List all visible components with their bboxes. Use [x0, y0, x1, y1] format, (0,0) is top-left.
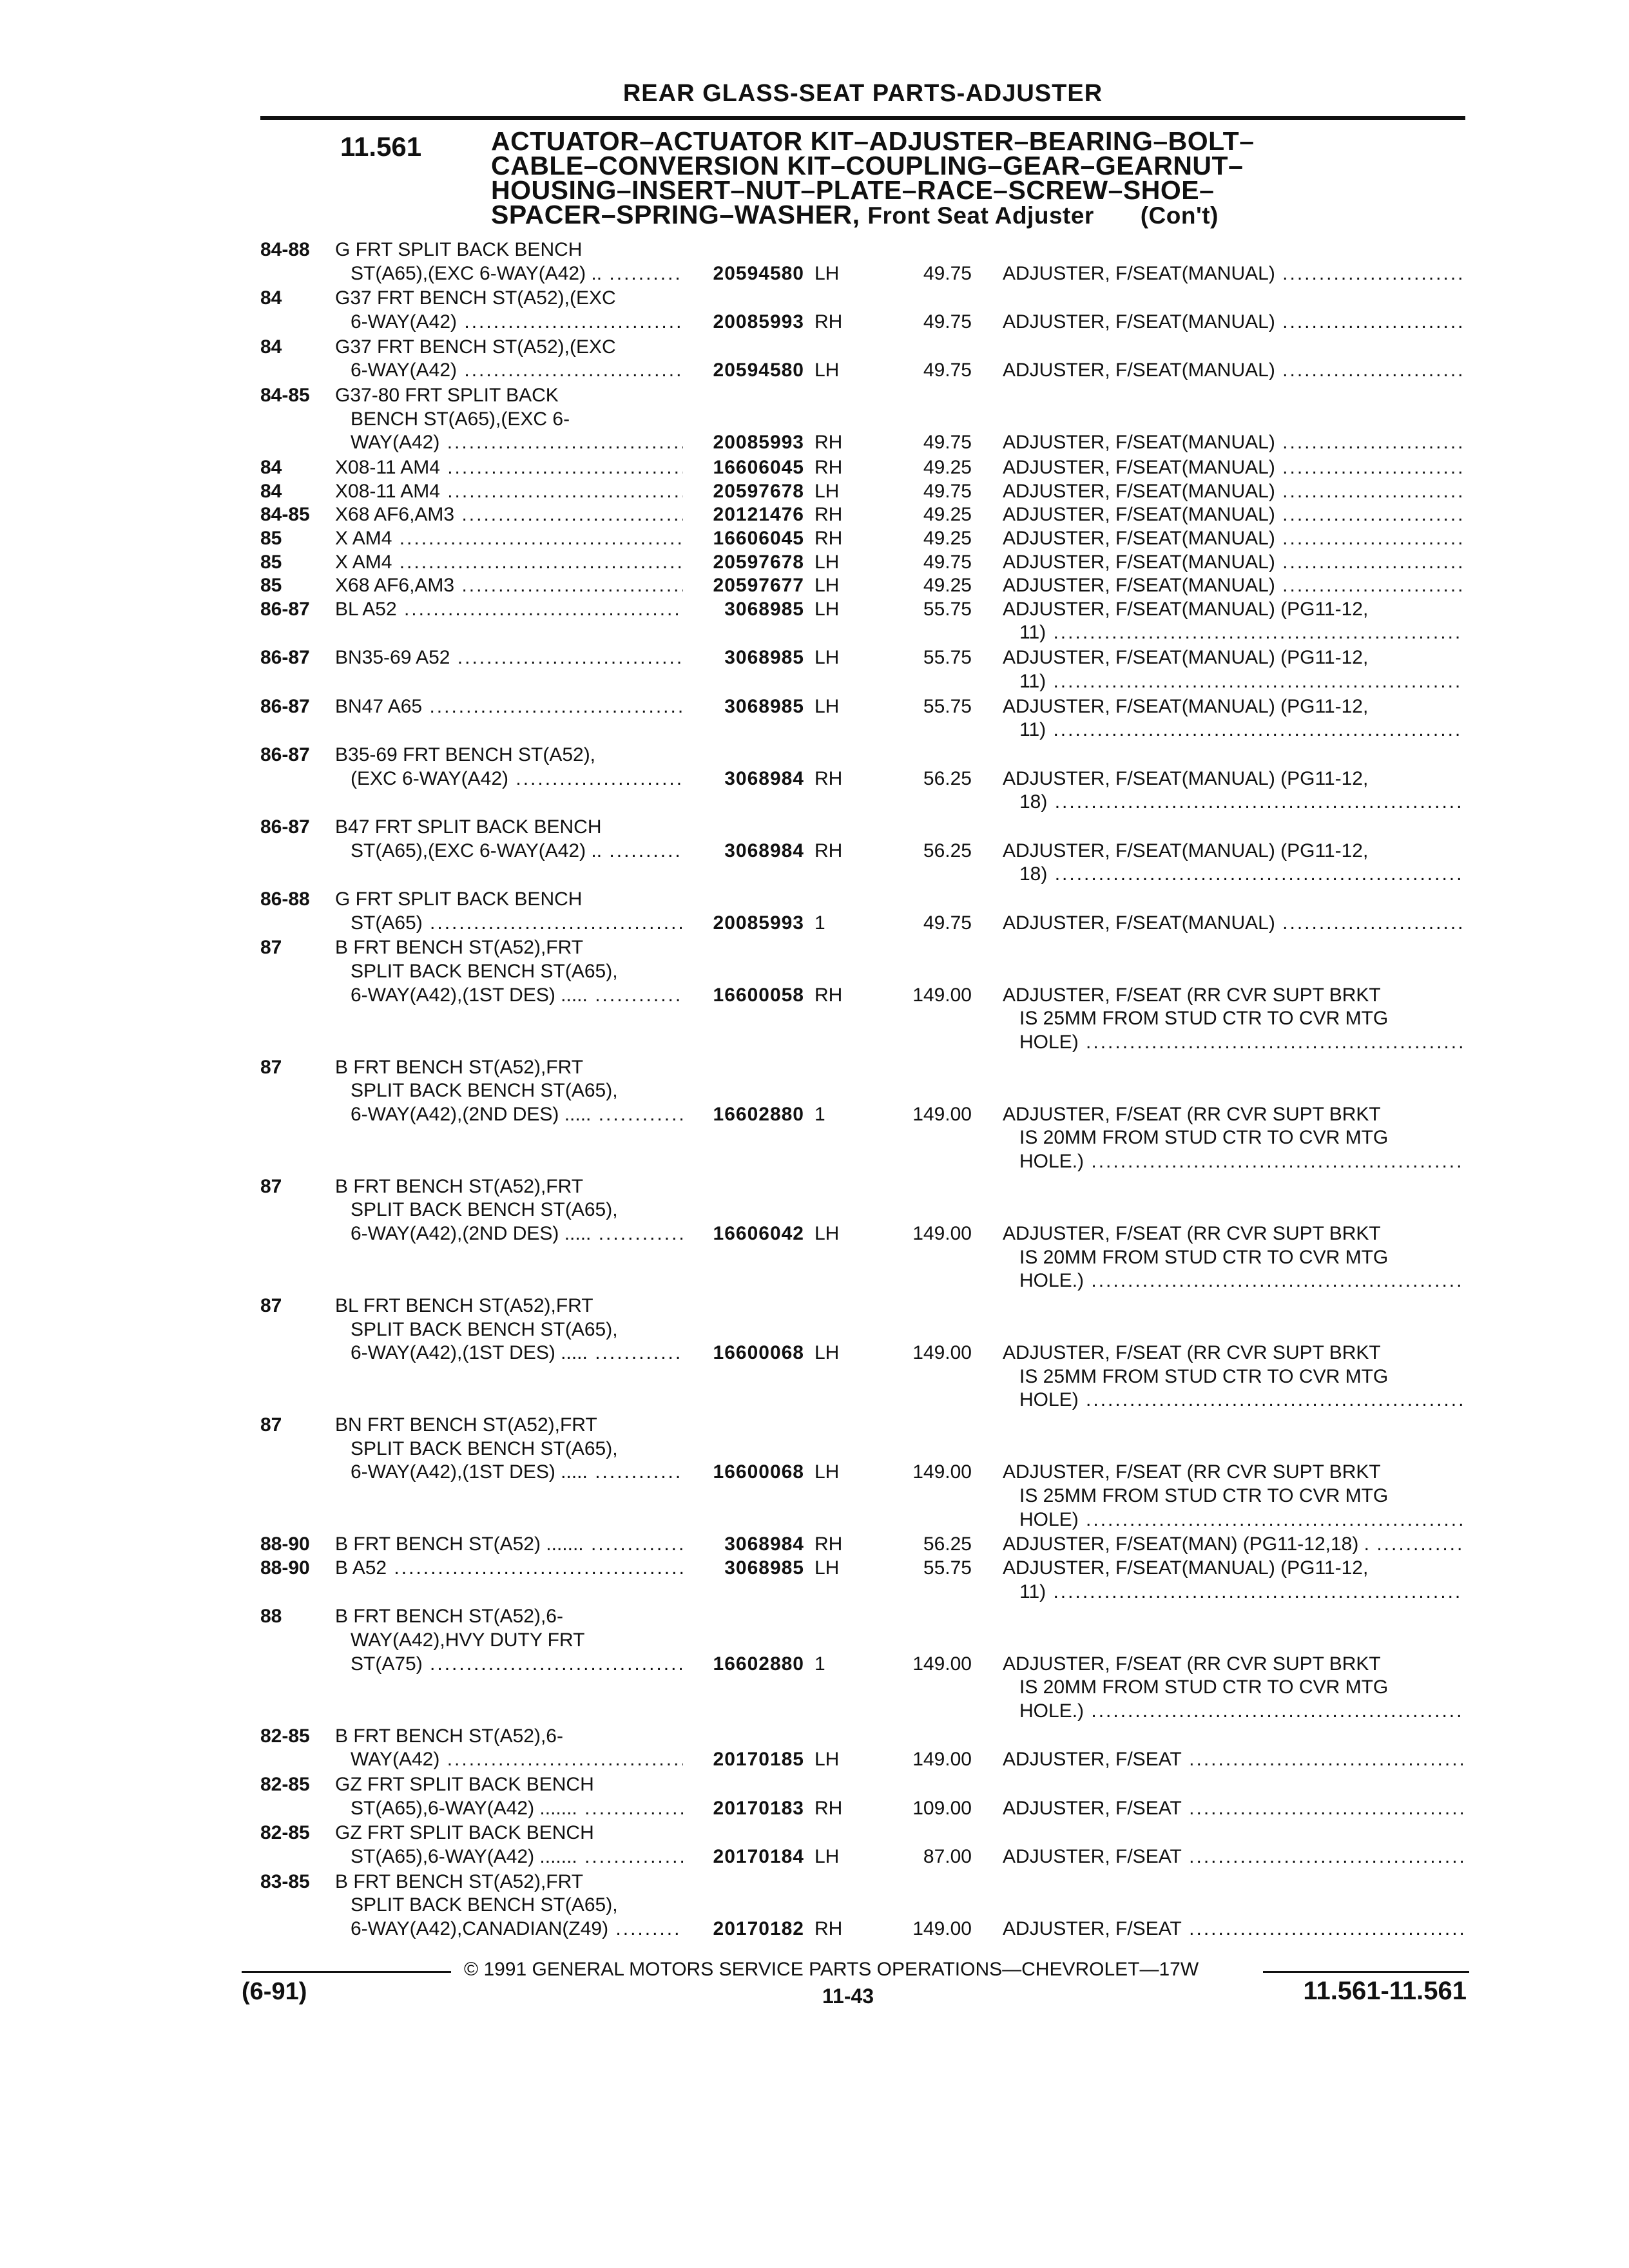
quantity-side: RH	[815, 767, 843, 789]
model-year: 84	[260, 336, 282, 358]
application-description	[335, 503, 683, 527]
application-description	[335, 456, 683, 480]
model-year: 85	[260, 551, 282, 573]
part-name-line: ADJUSTER, F/SEAT(MANUAL) .....	[1003, 574, 1463, 598]
model-year: 88	[260, 1606, 282, 1628]
model-year: 85	[260, 528, 282, 549]
quantity-side: RH	[815, 432, 843, 454]
description-line: GZ FRT SPLIT BACK BENCH	[335, 1774, 594, 1795]
description-line: 6-WAY(A42),(1ST DES) ..... .....	[335, 984, 683, 1008]
part-name-line: HOLE.) .....	[1003, 1150, 1463, 1174]
price: 49.75	[923, 432, 972, 454]
application-description	[335, 1414, 683, 1485]
application-description	[335, 1821, 683, 1869]
description-line: SPLIT BACK BENCH ST(A65),	[351, 1080, 618, 1102]
part-name	[1003, 598, 1463, 645]
description-line: SPLIT BACK BENCH ST(A65),	[351, 1894, 618, 1916]
part-number: 16602880	[713, 1653, 804, 1675]
quantity-side: LH	[815, 1845, 840, 1867]
part-name-line: IS 25MM FROM STUD CTR TO CVR MTG	[1019, 1008, 1389, 1030]
part-name-line: HOLE) .....	[1003, 1508, 1463, 1532]
model-year: 85	[260, 575, 282, 597]
description-line: (EXC 6-WAY(A42) .....	[335, 767, 683, 791]
part-name-line: ADJUSTER, F/SEAT (RR CVR SUPT BRKT	[1003, 1222, 1381, 1244]
description-line: ST(A65),(EXC 6-WAY(A42) .. .....	[335, 262, 683, 286]
price: 55.75	[923, 695, 972, 717]
price: 149.00	[912, 1222, 972, 1244]
part-name-line: ADJUSTER, F/SEAT (RR CVR SUPT BRKT	[1003, 984, 1381, 1006]
application-description	[335, 551, 683, 575]
section-title	[491, 126, 1329, 229]
part-number: 3068984	[724, 840, 804, 861]
part-name	[1003, 695, 1463, 742]
quantity-side: LH	[815, 262, 840, 284]
description-line: X08-11 AM4 .....	[335, 456, 683, 480]
model-year: 83-85	[260, 1870, 310, 1892]
part-name	[1003, 262, 1463, 286]
price: 87.00	[923, 1845, 972, 1867]
part-number: 20597677	[713, 575, 804, 597]
part-number: 3068984	[724, 767, 804, 789]
quantity-side: LH	[815, 360, 840, 381]
price: 49.75	[923, 912, 972, 934]
part-name	[1003, 503, 1463, 527]
part-number: 20170184	[713, 1845, 804, 1867]
part-name-line: HOLE.) .....	[1003, 1269, 1463, 1293]
part-name	[1003, 1748, 1463, 1772]
part-number: 3068985	[724, 1557, 804, 1579]
part-name-line: 11) .....	[1003, 718, 1463, 742]
description-line: 6-WAY(A42),(2ND DES) ..... .....	[335, 1103, 683, 1127]
model-year: 84	[260, 480, 282, 502]
price: 49.25	[923, 575, 972, 597]
quantity-side: RH	[815, 840, 843, 861]
description-line: ST(A65),(EXC 6-WAY(A42) .. .....	[335, 840, 683, 863]
application-description	[335, 1773, 683, 1820]
part-name-line: 18) .....	[1003, 863, 1463, 887]
quantity-side: RH	[815, 1797, 843, 1819]
application-description	[335, 1056, 683, 1127]
application-description	[335, 646, 683, 670]
part-number: 20170185	[713, 1749, 804, 1771]
application-description	[335, 527, 683, 551]
quantity-side: RH	[815, 504, 843, 526]
part-number: 20597678	[713, 480, 804, 502]
application-description	[335, 816, 683, 863]
price: 56.25	[923, 1533, 972, 1555]
quantity-side: LH	[815, 480, 840, 502]
description-line: 6-WAY(A42) .....	[335, 359, 683, 383]
part-name	[1003, 431, 1463, 455]
description-line: 6-WAY(A42),(1ST DES) ..... .....	[335, 1341, 683, 1365]
part-number: 16600068	[713, 1461, 804, 1483]
part-name-line: 18) .....	[1003, 791, 1463, 814]
quantity-side: 1	[815, 912, 825, 934]
quantity-side: LH	[815, 695, 840, 717]
description-line: BN FRT BENCH ST(A52),FRT	[335, 1414, 597, 1436]
application-description	[335, 1725, 683, 1772]
part-name	[1003, 551, 1463, 575]
quantity-side: RH	[815, 311, 843, 332]
description-line: X08-11 AM4 .....	[335, 480, 683, 504]
price: 109.00	[912, 1797, 972, 1819]
model-year: 88-90	[260, 1557, 310, 1579]
part-name-line: ADJUSTER, F/SEAT(MANUAL) .....	[1003, 527, 1463, 551]
application-description	[335, 1175, 683, 1246]
part-name-line: ADJUSTER, F/SEAT(MANUAL) .....	[1003, 311, 1463, 334]
part-number: 16600058	[713, 984, 804, 1006]
description-line: B FRT BENCH ST(A52),FRT	[335, 1056, 584, 1078]
part-name-line: HOLE) .....	[1003, 1389, 1463, 1412]
section-range: 11.561-11.561	[1303, 1977, 1467, 2005]
model-year: 86-87	[260, 695, 310, 717]
part-number: 20597678	[713, 551, 804, 573]
model-year: 88-90	[260, 1533, 310, 1555]
description-line: 6-WAY(A42),CANADIAN(Z49) .....	[335, 1917, 683, 1941]
part-name-line: ADJUSTER, F/SEAT .....	[1003, 1797, 1463, 1821]
section-continued: (Con't)	[1140, 202, 1219, 229]
model-year: 84-85	[260, 504, 310, 526]
part-number: 3068984	[724, 1533, 804, 1555]
part-name-line: ADJUSTER, F/SEAT .....	[1003, 1917, 1463, 1941]
part-name	[1003, 480, 1463, 504]
description-line: B FRT BENCH ST(A52) ....... .....	[335, 1533, 683, 1557]
part-number: 3068985	[724, 695, 804, 717]
application-description	[335, 238, 683, 285]
model-year: 86-87	[260, 744, 310, 765]
price: 56.25	[923, 767, 972, 789]
part-name	[1003, 1557, 1463, 1604]
part-name-line: 11) .....	[1003, 670, 1463, 694]
description-line: ST(A75) .....	[335, 1653, 683, 1677]
model-year: 87	[260, 1175, 282, 1197]
model-year: 82-85	[260, 1725, 310, 1747]
part-name-line: ADJUSTER, F/SEAT(MANUAL) .....	[1003, 912, 1463, 936]
price: 55.75	[923, 598, 972, 620]
quantity-side: RH	[815, 1533, 843, 1555]
price: 149.00	[912, 1342, 972, 1364]
description-line: WAY(A42) .....	[335, 431, 683, 455]
quantity-side: RH	[815, 984, 843, 1006]
part-name-line: IS 20MM FROM STUD CTR TO CVR MTG	[1019, 1677, 1389, 1698]
part-number: 20170182	[713, 1917, 804, 1939]
description-line: B FRT BENCH ST(A52),FRT	[335, 1175, 584, 1197]
price: 49.25	[923, 457, 972, 479]
part-name	[1003, 1797, 1463, 1821]
part-name-line: HOLE) .....	[1003, 1031, 1463, 1055]
part-name	[1003, 1917, 1463, 1941]
description-line: ST(A65),6-WAY(A42) ....... .....	[335, 1845, 683, 1869]
description-line: 6-WAY(A42) .....	[335, 311, 683, 334]
price: 149.00	[912, 1653, 972, 1675]
quantity-side: LH	[815, 1461, 840, 1483]
description-line: BL FRT BENCH ST(A52),FRT	[335, 1295, 593, 1316]
part-number: 20170183	[713, 1797, 804, 1819]
description-line: G37 FRT BENCH ST(A52),(EXC	[335, 336, 616, 358]
part-name-line: IS 25MM FROM STUD CTR TO CVR MTG	[1019, 1365, 1389, 1387]
part-name	[1003, 840, 1463, 887]
model-year: 87	[260, 1295, 282, 1316]
application-description	[335, 1557, 683, 1581]
description-line: ST(A65),6-WAY(A42) ....... .....	[335, 1797, 683, 1821]
model-year: 84-85	[260, 385, 310, 407]
price: 49.75	[923, 311, 972, 332]
part-number: 20085993	[713, 912, 804, 934]
part-name-line: ADJUSTER, F/SEAT(MANUAL) (PG11-12,	[1003, 647, 1369, 669]
price: 49.25	[923, 504, 972, 526]
section-title-tail: Front Seat Adjuster	[867, 202, 1094, 229]
quantity-side: RH	[815, 528, 843, 549]
price: 49.75	[923, 360, 972, 381]
part-name	[1003, 1845, 1463, 1869]
part-name	[1003, 1533, 1463, 1557]
description-line: G37-80 FRT SPLIT BACK	[335, 385, 559, 407]
part-number: 16606045	[713, 528, 804, 549]
application-description	[335, 598, 683, 622]
part-name-line: ADJUSTER, F/SEAT (RR CVR SUPT BRKT	[1003, 1103, 1381, 1125]
part-name-line: IS 20MM FROM STUD CTR TO CVR MTG	[1019, 1127, 1389, 1149]
part-name-line: HOLE.) .....	[1003, 1700, 1463, 1724]
quantity-side: 1	[815, 1653, 825, 1675]
part-name	[1003, 456, 1463, 480]
part-name-line: ADJUSTER, F/SEAT(MANUAL) .....	[1003, 480, 1463, 504]
application-description	[335, 888, 683, 935]
page-title: REAR GLASS-SEAT PARTS-ADJUSTER	[622, 80, 1103, 107]
description-line: WAY(A42),HVY DUTY FRT	[351, 1629, 585, 1651]
part-number: 20085993	[713, 432, 804, 454]
part-name-line: 11) .....	[1003, 1581, 1463, 1604]
part-name-line: ADJUSTER, F/SEAT(MANUAL) .....	[1003, 431, 1463, 455]
application-description	[335, 1294, 683, 1365]
description-line: SPLIT BACK BENCH ST(A65),	[351, 1318, 618, 1340]
quantity-side: LH	[815, 598, 840, 620]
section-code: 11.561	[340, 131, 422, 162]
description-line: X AM4 .....	[335, 551, 683, 575]
price: 149.00	[912, 1749, 972, 1771]
price: 149.00	[912, 984, 972, 1006]
price: 56.25	[923, 840, 972, 861]
model-year: 84	[260, 287, 282, 309]
application-description	[335, 744, 683, 791]
description-line: B A52 .....	[335, 1557, 683, 1581]
part-name-line: ADJUSTER, F/SEAT(MANUAL) (PG11-12,	[1003, 598, 1369, 620]
part-name-line: ADJUSTER, F/SEAT(MANUAL) .....	[1003, 503, 1463, 527]
description-line: B35-69 FRT BENCH ST(A52),	[335, 744, 596, 765]
part-name-line: IS 20MM FROM STUD CTR TO CVR MTG	[1019, 1246, 1389, 1268]
application-description	[335, 574, 683, 598]
part-name-line: ADJUSTER, F/SEAT(MAN) (PG11-12,18) . .....	[1003, 1533, 1463, 1557]
part-name	[1003, 311, 1463, 334]
part-name-line: ADJUSTER, F/SEAT(MANUAL) (PG11-12,	[1003, 767, 1369, 789]
footer-rule-right	[1263, 1971, 1469, 1973]
part-name-line: ADJUSTER, F/SEAT(MANUAL) .....	[1003, 359, 1463, 383]
application-description	[335, 384, 683, 455]
section-title-text: ACTUATOR–ACTUATOR KIT–ADJUSTER–BEARING–BOLT–CABLE–CONVERSION KIT–COUPLING–GEAR–GEARNUT–HOUSING–INSERT–NUT–PLATE–RACE–SCREW–SHOE–SPACER–SPRING–WASHER,	[491, 126, 1255, 229]
quantity-side: 1	[815, 1103, 825, 1125]
copyright: © 1991 GENERAL MOTORS SERVICE PARTS OPERATIONS—CHEVROLET—17W	[464, 1959, 1199, 1980]
description-line: SPLIT BACK BENCH ST(A65),	[351, 1199, 618, 1221]
price: 49.75	[923, 480, 972, 502]
part-name-line: ADJUSTER, F/SEAT(MANUAL) .....	[1003, 456, 1463, 480]
part-number: 16606042	[713, 1222, 804, 1244]
application-description	[335, 1533, 683, 1557]
description-line: BN35-69 A52 .....	[335, 646, 683, 670]
part-number: 20121476	[713, 504, 804, 526]
description-line: G FRT SPLIT BACK BENCH	[335, 239, 583, 260]
footer-rule-left	[242, 1971, 451, 1973]
application-description	[335, 936, 683, 1007]
part-number: 16602880	[713, 1103, 804, 1125]
description-line: B FRT BENCH ST(A52),FRT	[335, 1870, 584, 1892]
part-name-line: ADJUSTER, F/SEAT (RR CVR SUPT BRKT	[1003, 1461, 1381, 1483]
quantity-side: RH	[815, 457, 843, 479]
model-year: 84	[260, 457, 282, 479]
model-year: 86-87	[260, 647, 310, 669]
quantity-side: RH	[815, 1917, 843, 1939]
part-number: 16600068	[713, 1342, 804, 1364]
description-line: BENCH ST(A65),(EXC 6-	[351, 408, 570, 430]
model-year: 86-87	[260, 598, 310, 620]
part-name-line: ADJUSTER, F/SEAT .....	[1003, 1748, 1463, 1772]
quantity-side: LH	[815, 1222, 840, 1244]
part-name	[1003, 1653, 1463, 1724]
part-name	[1003, 1341, 1463, 1412]
part-name	[1003, 1222, 1463, 1293]
part-name	[1003, 646, 1463, 693]
part-number: 3068985	[724, 598, 804, 620]
description-line: ST(A65) .....	[335, 912, 683, 936]
page-header	[260, 77, 1465, 120]
part-number: 20594580	[713, 360, 804, 381]
part-number: 16606045	[713, 457, 804, 479]
quantity-side: LH	[815, 575, 840, 597]
model-year: 87	[260, 937, 282, 959]
part-name	[1003, 359, 1463, 383]
part-name-line: ADJUSTER, F/SEAT(MANUAL) .....	[1003, 551, 1463, 575]
application-description	[335, 695, 683, 719]
part-name-line: IS 25MM FROM STUD CTR TO CVR MTG	[1019, 1485, 1389, 1506]
part-name	[1003, 1461, 1463, 1532]
application-description	[335, 480, 683, 504]
description-line: GZ FRT SPLIT BACK BENCH	[335, 1822, 594, 1844]
description-line: X68 AF6,AM3 .....	[335, 503, 683, 527]
part-name	[1003, 984, 1463, 1055]
part-name-line: ADJUSTER, F/SEAT .....	[1003, 1845, 1463, 1869]
description-line: X68 AF6,AM3 .....	[335, 574, 683, 598]
part-name-line: 11) .....	[1003, 621, 1463, 645]
description-line: SPLIT BACK BENCH ST(A65),	[351, 960, 618, 982]
model-year: 86-88	[260, 889, 310, 910]
application-description	[335, 1870, 683, 1941]
description-line: X AM4 .....	[335, 527, 683, 551]
description-line: B FRT BENCH ST(A52),FRT	[335, 937, 584, 959]
price: 49.75	[923, 551, 972, 573]
description-line: G FRT SPLIT BACK BENCH	[335, 889, 583, 910]
part-name	[1003, 912, 1463, 936]
description-line: G37 FRT BENCH ST(A52),(EXC	[335, 287, 616, 309]
price: 55.75	[923, 1557, 972, 1579]
part-number: 20085993	[713, 311, 804, 332]
description-line: BL A52 .....	[335, 598, 683, 622]
part-name-line: ADJUSTER, F/SEAT(MANUAL) (PG11-12,	[1003, 840, 1369, 861]
model-year: 87	[260, 1414, 282, 1436]
description-line: B47 FRT SPLIT BACK BENCH	[335, 816, 602, 838]
part-name	[1003, 574, 1463, 598]
price: 149.00	[912, 1103, 972, 1125]
quantity-side: LH	[815, 1749, 840, 1771]
part-name	[1003, 1103, 1463, 1174]
model-year: 84-88	[260, 239, 310, 260]
description-line: 6-WAY(A42),(2ND DES) ..... .....	[335, 1222, 683, 1246]
price: 49.75	[923, 262, 972, 284]
date-code: (6-91)	[242, 1978, 307, 2005]
model-year: 82-85	[260, 1774, 310, 1795]
part-name-line: ADJUSTER, F/SEAT(MANUAL) .....	[1003, 262, 1463, 286]
description-line: 6-WAY(A42),(1ST DES) ..... .....	[335, 1461, 683, 1485]
part-name	[1003, 767, 1463, 814]
part-name	[1003, 527, 1463, 551]
part-name-line: ADJUSTER, F/SEAT(MANUAL) (PG11-12,	[1003, 1557, 1369, 1579]
description-line: B FRT BENCH ST(A52),6-	[335, 1725, 563, 1747]
application-description	[335, 1605, 683, 1676]
price: 149.00	[912, 1917, 972, 1939]
description-line: B FRT BENCH ST(A52),6-	[335, 1606, 563, 1628]
part-name-line: ADJUSTER, F/SEAT(MANUAL) (PG11-12,	[1003, 695, 1369, 717]
price: 55.75	[923, 647, 972, 669]
model-year: 86-87	[260, 816, 310, 838]
part-name-line: ADJUSTER, F/SEAT (RR CVR SUPT BRKT	[1003, 1653, 1381, 1675]
description-line: BN47 A65 .....	[335, 695, 683, 719]
application-description	[335, 287, 683, 334]
quantity-side: LH	[815, 1342, 840, 1364]
description-line: SPLIT BACK BENCH ST(A65),	[351, 1437, 618, 1459]
quantity-side: LH	[815, 1557, 840, 1579]
part-number: 3068985	[724, 647, 804, 669]
quantity-side: LH	[815, 647, 840, 669]
model-year: 87	[260, 1056, 282, 1078]
part-number: 20594580	[713, 262, 804, 284]
description-line: WAY(A42) .....	[335, 1748, 683, 1772]
part-name-line: ADJUSTER, F/SEAT (RR CVR SUPT BRKT	[1003, 1342, 1381, 1364]
quantity-side: LH	[815, 551, 840, 573]
model-year: 82-85	[260, 1822, 310, 1844]
price: 149.00	[912, 1461, 972, 1483]
page-number: 11-43	[822, 1984, 874, 2008]
price: 49.25	[923, 528, 972, 549]
application-description	[335, 336, 683, 383]
